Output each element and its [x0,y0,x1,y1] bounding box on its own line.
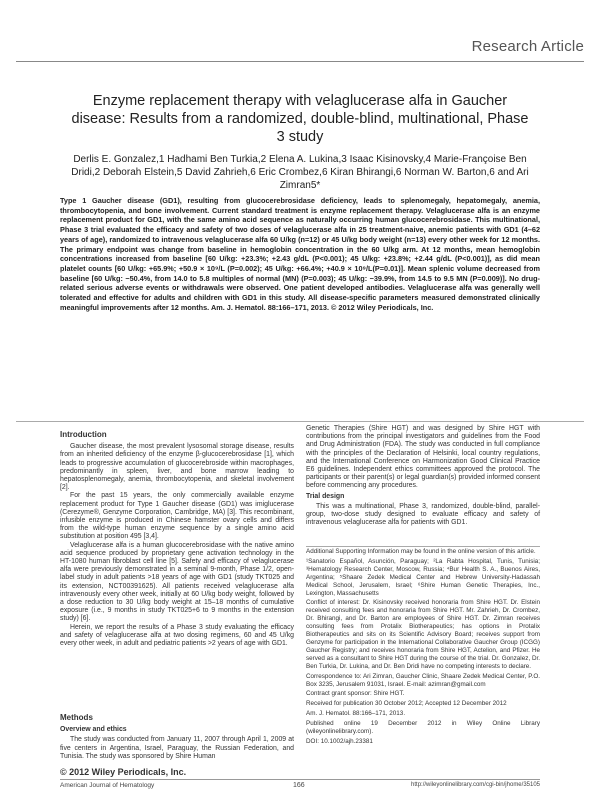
journal-citation-note: Am. J. Hematol. 88:166–171, 2013. [306,710,406,718]
received-note: Received for publication 30 October 2012; Accepted 12 December 2012 [306,700,507,708]
left-column [60,431,294,648]
abstract-rule [16,421,584,422]
intro-paragraph: Velaglucerase alfa is a human glucocerebrosidase with the native amino acid sequence produced by proprietary gene activation technology in the HT-1080 human fibroblast cell line [5]. Safety and efficacy of velaglucerase alfa were previously demonstrated in a seminal 9-month, Phase 1/2, open-label study in adult patients >18 years of age with GD1 (study TKT025 and its extension, NCT00391625). All patients received velaglucerase alfa intravenously every other week, initially at 60 U/kg body weight, followed by a dose reduction to 30 U/kg body weight at 15–18 months of cumulative exposure (i.e., 9 months in study TKT025+6 to 9 months in the extension study) [6]. [60,541,294,623]
footnote-rule [306,546,540,547]
published-online-note: Published online 19 December 2012 in Wiley Online Library (wileyonlinelibrary.com). [306,720,540,736]
footnotes [306,548,540,748]
abstract: Type 1 Gaucher disease (GD1), resulting from glucocerebrosidase deficiency, leads to splenomegaly, hepatomegaly, anemia, thrombocytopenia, and bone involvement. Current standard treatment is enzyme replacement therapy. Velaglucerase alfa is an enzyme replacement product for GD1, with the same amino acid sequence as naturally occurring human glucocerebrosidase. This multinational, Phase 3 trial evaluated the efficacy and safety of two doses of velaglucerase alfa in 25 treatment-naive, anemic patients with GD1 (4–62 years of age), randomized to intravenous velaglucerase alfa 60 U/kg (n=12) or 45 U/kg body weight (n=13) every other week for 12 months. The primary endpoint was change from baseline in hemoglobin concentration in the 60 U/kg arm. At 12 months, mean hemoglobin concentrations increased from baseline [60 U/kg: +23.3%; +2.43 g/dL (P<0.001); 45 U/kg: +23.8%; +2.44 g/dL (P<0.001)], as did mean platelet counts [60 U/kg: +65.9%; +50.9 × 10⁹/L (P=0.002); 45 U/kg: +66.4%; +40.9 × 10⁹/L(P=0.01)]. Mean splenic volume decreased from baseline [60 U/kg: −50.4%, from 14.0 to 5.8 multiples of normal (MN) (P=0.003); 45 U/kg: −39.9%, from 14.5 to 9.5 MN (P=0.009)]. No drug-related serious adverse events or withdrawals were observed. One patient developed antibodies. Velaglucerase alfa was generally well tolerated and effective for adults and children with GD1 in this study. All disease-specific parameters measured demonstrated clinically meaningful improvements after 12 months. Am. J. Hematol. 88:166–171, 2013. © 2012 Wiley Periodicals, Inc. [60,196,540,312]
journal-url: http://wileyonlinelibrary.com/cgi-bin/jhome/35105 [411,782,540,788]
methods-paragraph: The study was conducted from January 11, 2007 through April 1, 2009 at five centers in Argentina, Israel, Paraguay, the Russian Federation, and Tunisia. The study was sponsored by Shire Human [60,736,294,760]
right-column [306,425,540,527]
intro-paragraph: Gaucher disease, the most prevalent lysosomal storage disease, results from an inherited deficiency of the enzyme β-glucocerebrosidase [1], which leads to progressive accumulation of glucocerebroside within macrophages, predominantly in spleen, liver, and bone marrow leading to hepatosplenomegaly, anemia, thrombocytopenia, and skeletal involvement [2]. [60,443,294,492]
footer-rule [60,779,540,780]
overview-subheading: Overview and ethics [60,726,127,734]
header-rule [16,61,584,62]
correspondence-note: Correspondence to: Ari Zimran, Gaucher Clinic, Shaare Zedek Medical Center, P.O. Box 3235, Jerusalem 91031, Israel. E-mail: azimran@gmail.com [306,672,540,688]
introduction-heading: Introduction [60,430,107,439]
methods-heading: Methods [60,713,93,722]
supporting-info-note: Additional Supporting Information may be found in the online version of this article. [306,548,536,555]
methods-section [60,714,294,761]
intro-paragraph: Herein, we report the results of a Phase 3 study evaluating the efficacy and safety of velaglucerase alfa at two dosing regimens, 60 and 45 U/kg every other week, in adult and pediatric patients >2 years of age with GD1. [60,623,294,648]
grant-sponsor-note: Contract grant sponsor: Shire HGT. [306,690,405,698]
copyright: © 2012 Wiley Periodicals, Inc. [60,767,187,777]
trial-design-subheading: Trial design [306,492,345,500]
trial-design-paragraph: This was a multinational, Phase 3, randomized, double-blind, parallel-group, two-dose study designed to evaluate efficacy and safety of intravenous velaglucerase alfa for patients with GD1. [306,502,540,527]
doi-note: DOI: 10.1002/ajh.23381 [306,737,373,745]
article-title: Enzyme replacement therapy with velaglucerase alfa in Gaucher disease: Results from a randomized, double-blind, multinational, Phase 3 study [71,93,529,145]
author-list: Derlis E. Gonzalez,1 Hadhami Ben Turkia,2 Elena A. Lukina,3 Isaac Kisinovsky,4 Marie-Françoise Ben Dridi,2 Deborah Elstein,5 David Zahrieh,6 Eric Crombez,6 Kiran Bhirangi,6 Norman W. Barton,6 and Ari Zimran5* [71,154,529,191]
page-number: 166 [293,782,305,789]
intro-paragraph: For the past 15 years, the only commercially available enzyme replacement product for Type 1 Gaucher disease (GD1) was imiglucerase (Cerezyme®, Genzyme Corporation, Cambridge, MA) [3]. This recombinant, infusible enzyme is produced in Chinese hamster ovary cells and differs from the wild-type human enzyme sequence by a single amino acid substitution at position 495 [3,4]. [60,492,294,541]
methods-paragraph-continued: Genetic Therapies (Shire HGT) and was designed by Shire HGT with contributions from the principal investigators and guidelines from the Food and Drug Administration (FDA). The study was conducted in full compliance with the principles of the Declaration of Helsinki, local country regulations, and the International Conference on Harmonization Good Clinical Practice E6 guidelines. Independent ethics committees approved the protocol. The participants or their parent(s) or legal guardian(s) provided informed consent before commencing any procedures. [306,425,540,490]
journal-name: American Journal of Hematology [60,782,155,789]
conflict-of-interest-note: Conflict of interest: Dr. Kisinovsky received honoraria from Shire HGT. Dr. Elstein received consulting fees and honoraria from Shire HGT. Mr. Zahrieh, Dr. Crombez, Dr. Bhirangi, and Dr. Barton are employees of Shire HGT. Dr. Zimran receives consulting fees from Protalix Biotherapeutics; has options in Protalix Biotherapeutics and sits on its Scientific Advisory Board; receives support from Genzyme for participation in the International Collaborative Gaucher Group (ICGG) Gaucher Registry; and receives honoraria from Shire HGT, Actelion, and Pfizer. He served as a consultant to Shire HGT during the course of the trial. Dr. Gonzalez, Dr. Ben Turkia, Dr. Lukina, and Dr. Ben Dridi have no competing interests to declare. [306,599,540,670]
affiliations-note: ¹Sanatorio Español, Asunción, Paraguay; ²La Rabta Hospital, Tunis, Tunisia; ³Hematology Research Center, Moscow, Russia; ⁴Bur Health S. A., Buenos Aires, Argentina; ⁵Shaare Zedek Medical Center and Hebrew University-Hadassah Medical School, Jerusalem, Israel; ⁶Shire Human Genetic Therapies, Inc., Lexington, Massachusetts [306,557,540,597]
section-label: Research Article [471,38,584,55]
